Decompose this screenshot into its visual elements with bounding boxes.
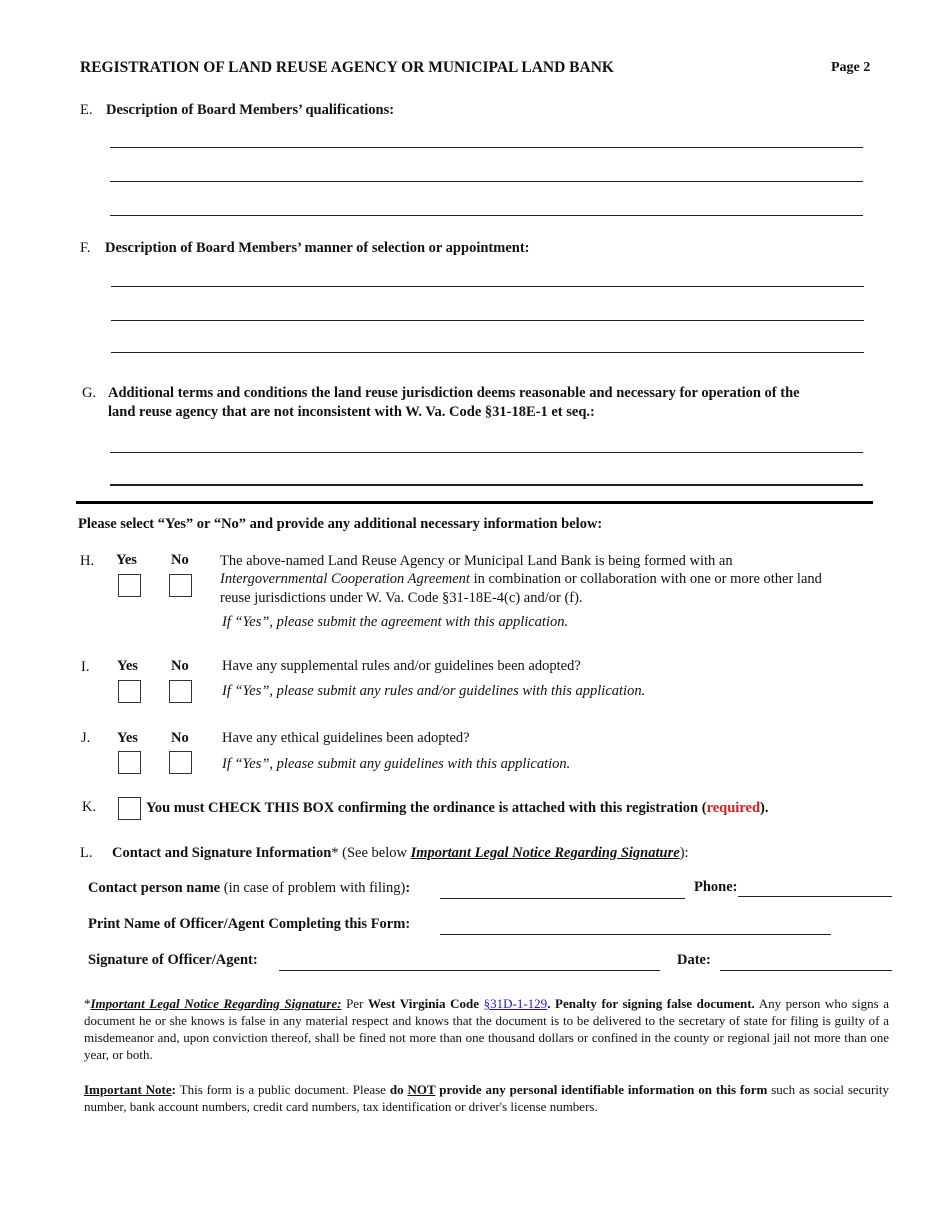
no-label: No — [171, 730, 189, 746]
answer-line[interactable] — [110, 452, 863, 453]
answer-line[interactable] — [110, 484, 863, 486]
contact-bold: Contact person name — [88, 880, 221, 896]
question-i-text: Have any supplemental rules and/or guidelines been adopted? — [222, 658, 581, 674]
yes-label: Yes — [116, 552, 137, 568]
section-e-label: Description of Board Members’ qualifications: — [106, 102, 395, 118]
question-i-no-checkbox[interactable] — [169, 680, 192, 703]
legal-notice-paragraph — [84, 995, 889, 1063]
contact-person-field[interactable] — [440, 898, 685, 899]
notice-body: Any person who signs a document he or she knows is false in any material respect and knows that the document is to be delivered to the secretary of state for filing is guilty of a misdemeanor and, upon conviction thereof, shall be fined not more than one thousand dollars or confined in the county or regional jail not more than one year, or both. — [84, 996, 890, 1062]
important-title: Important Note — [84, 1082, 172, 1097]
yes-no-instructions: Please select “Yes” or “No” and provide any additional necessary information below: — [78, 516, 603, 532]
question-h-text-3: reuse jurisdictions under W. Va. Code §31-18E-4(c) and/or (f). — [220, 590, 583, 606]
phone-label: Phone: — [694, 879, 738, 895]
question-j-note: If “Yes”, please submit any guidelines with this application. — [222, 756, 571, 772]
important-note-paragraph — [84, 1081, 889, 1115]
question-h-note: If “Yes”, please submit the agreement with this application. — [222, 614, 569, 630]
yes-label: Yes — [117, 658, 138, 674]
notice-title: Important Legal Notice Regarding Signature: — [90, 996, 342, 1011]
question-h-text-2-rest: in combination or collaboration with one or more other land — [469, 571, 822, 587]
heading-rest: * (See below — [331, 845, 411, 861]
date-label: Date: — [677, 952, 711, 968]
legal-notice-reference: Important Legal Notice Regarding Signature — [410, 845, 680, 861]
yes-label: Yes — [117, 730, 138, 746]
date-field[interactable] — [720, 970, 892, 971]
agreement-name: Intergovernmental Cooperation Agreement — [220, 571, 470, 587]
answer-line[interactable] — [110, 147, 863, 148]
page-number: Page 2 — [831, 60, 871, 75]
required-label: required — [706, 800, 761, 816]
important-text-1: This form is a public document. Please — [176, 1082, 390, 1097]
no-label: No — [171, 658, 189, 674]
notice-penalty: . Penalty for signing false document. — [547, 996, 755, 1011]
no-label: No — [171, 552, 189, 568]
ordinance-confirmation-text — [146, 799, 768, 817]
section-e-letter: E. — [80, 102, 93, 118]
question-h-text-1: The above-named Land Reuse Agency or Municipal Land Bank is being formed with an — [220, 553, 733, 569]
notice-star: * — [84, 996, 91, 1011]
notice-code: West Virginia Code — [368, 996, 480, 1011]
answer-line[interactable] — [111, 320, 864, 321]
print-name-label: Print Name of Officer/Agent Completing this Form: — [88, 916, 411, 932]
section-f-letter: F. — [80, 240, 91, 256]
question-j-no-checkbox[interactable] — [169, 751, 192, 774]
heading-bold: Contact and Signature Information — [112, 845, 332, 861]
signature-field[interactable] — [279, 970, 660, 971]
question-h-letter: H. — [80, 553, 95, 569]
important-bold: provide any personal identifiable information on this form — [435, 1082, 768, 1097]
important-text-2: such as social security number, bank account numbers, credit card numbers, tax identification or driver's license numbers. — [84, 1082, 890, 1114]
section-g-letter: G. — [82, 385, 97, 401]
ordinance-text: You must CHECK THIS BOX confirming the ordinance is attached with this registration ( — [146, 800, 707, 816]
question-h-yes-checkbox[interactable] — [118, 574, 141, 597]
heading-end: ): — [679, 845, 689, 861]
contact-colon: : — [405, 880, 411, 896]
important-do: do — [389, 1082, 408, 1097]
question-i-note: If “Yes”, please submit any rules and/or guidelines with this application. — [222, 683, 646, 699]
section-g-label-1: Additional terms and conditions the land reuse jurisdiction deems reasonable and necessary for operation of the — [108, 385, 800, 401]
section-f-label: Description of Board Members’ manner of selection or appointment: — [105, 240, 530, 256]
code-link[interactable]: §31D-1-129 — [483, 996, 548, 1011]
signature-label: Signature of Officer/Agent: — [88, 952, 258, 968]
answer-line[interactable] — [110, 181, 863, 182]
question-j-yes-checkbox[interactable] — [118, 751, 141, 774]
section-l-letter: L. — [80, 845, 93, 861]
section-g-label-2: land reuse agency that are not inconsistent with W. Va. Code §31-18E-1 et seq.: — [108, 404, 595, 420]
answer-line[interactable] — [111, 286, 864, 287]
question-h-text-2 — [220, 570, 822, 588]
section-divider — [76, 501, 873, 504]
important-not: NOT — [407, 1082, 436, 1097]
question-j-text: Have any ethical guidelines been adopted? — [222, 730, 470, 746]
ordinance-attached-checkbox[interactable] — [118, 797, 141, 820]
print-name-field[interactable] — [440, 934, 831, 935]
ordinance-text-end: ). — [760, 800, 769, 816]
notice-per: Per — [341, 996, 368, 1011]
answer-line[interactable] — [110, 215, 863, 216]
question-i-yes-checkbox[interactable] — [118, 680, 141, 703]
contact-signature-heading — [112, 844, 689, 862]
contact-person-label — [88, 879, 410, 897]
question-h-no-checkbox[interactable] — [169, 574, 192, 597]
question-j-letter: J. — [81, 730, 91, 746]
question-i-letter: I. — [81, 659, 90, 675]
answer-line[interactable] — [111, 352, 864, 353]
contact-rest: (in case of problem with filing) — [220, 880, 406, 896]
important-colon: : — [171, 1082, 176, 1097]
phone-field[interactable] — [738, 896, 892, 897]
question-k-letter: K. — [82, 799, 97, 815]
form-title: REGISTRATION OF LAND REUSE AGENCY OR MUNICIPAL LAND BANK — [80, 59, 614, 76]
